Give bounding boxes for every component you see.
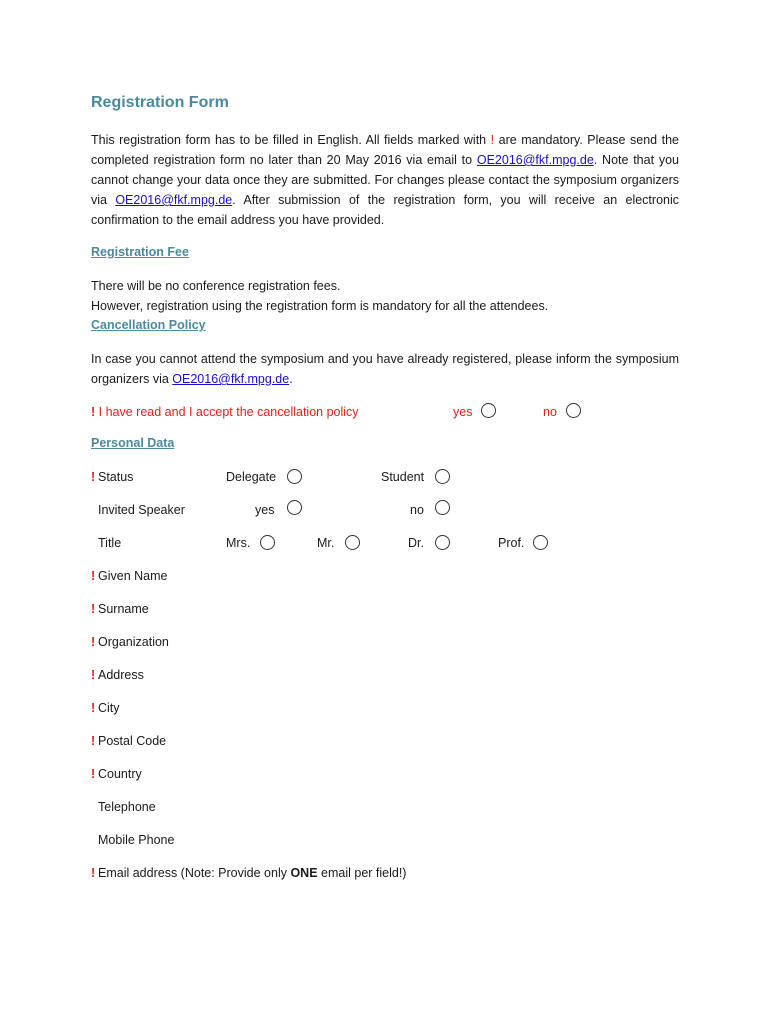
invited-no-label: no [410, 503, 424, 517]
title-mr-radio[interactable] [345, 535, 360, 550]
mobile-phone-label: Mobile Phone [98, 833, 175, 847]
intro-text-2: are mandatory. Please send the completed registration form no later than 20 May 2016 via email to [91, 133, 679, 167]
given-name-input[interactable] [230, 566, 680, 586]
accept-yes-radio[interactable] [481, 403, 496, 418]
cancellation-paragraph [91, 349, 679, 389]
email-label-bold: ONE [290, 866, 318, 880]
organization-label: Organization [98, 635, 169, 649]
given-name-label: Given Name [98, 569, 168, 583]
surname-required-mark: ! [91, 602, 96, 616]
address-input[interactable] [230, 665, 680, 685]
title-mrs-label: Mrs. [226, 536, 251, 550]
email-address-label [98, 863, 406, 883]
title-mrs-radio[interactable] [260, 535, 275, 550]
status-student-radio[interactable] [435, 469, 450, 484]
status-delegate-label: Delegate [226, 470, 277, 484]
title-mr-label: Mr. [317, 536, 335, 550]
surname-input[interactable] [230, 599, 680, 619]
accept-yes-label: yes [453, 405, 473, 419]
postal-code-label: Postal Code [98, 734, 167, 748]
postal-code-required-mark: ! [91, 734, 96, 748]
invited-yes-label: yes [255, 503, 275, 517]
personal-data-heading: Personal Data [91, 436, 175, 450]
city-input[interactable] [230, 698, 680, 718]
surname-label: Surname [98, 602, 149, 616]
address-label: Address [98, 668, 144, 682]
organization-required-mark: ! [91, 635, 96, 649]
title-prof-label: Prof. [498, 536, 525, 550]
invited-yes-radio[interactable] [287, 500, 302, 515]
address-required-mark: ! [91, 668, 96, 682]
intro-text-4: . After submission of the registration form, you will receive an electronic confirmation to the email address you have provided. [91, 193, 679, 227]
cancellation-policy-heading: Cancellation Policy [91, 318, 206, 332]
status-label: Status [98, 470, 134, 484]
cancellation-end: . [289, 372, 293, 386]
email-link-3[interactable]: OE2016@fkf.mpg.de [172, 372, 290, 386]
accept-text: I have read and I accept the cancellation policy [95, 405, 359, 419]
mandatory-mark: ! [490, 133, 495, 147]
accept-no-radio[interactable] [566, 403, 581, 418]
intro-paragraph [91, 130, 679, 230]
title-dr-radio[interactable] [435, 535, 450, 550]
accept-mark: ! [91, 405, 96, 419]
telephone-input[interactable] [230, 797, 680, 817]
accept-no-label: no [543, 405, 557, 419]
country-input[interactable] [230, 764, 680, 784]
organization-input[interactable] [230, 632, 680, 652]
email-label-end: email per field!) [317, 866, 407, 880]
title-dr-label: Dr. [408, 536, 424, 550]
city-required-mark: ! [91, 701, 96, 715]
country-label: Country [98, 767, 142, 781]
page-title: Registration Form [91, 94, 229, 111]
given-name-required-mark: ! [91, 569, 96, 583]
email-link-2[interactable]: OE2016@fkf.mpg.de [115, 193, 233, 207]
title-prof-radio[interactable] [533, 535, 548, 550]
status-delegate-radio[interactable] [287, 469, 302, 484]
status-student-label: Student [381, 470, 425, 484]
fee-line-2: However, registration using the registration form is mandatory for all the attendees. [91, 299, 549, 313]
fee-line-1: There will be no conference registration fees. [91, 279, 341, 293]
registration-fee-heading: Registration Fee [91, 245, 189, 259]
cancellation-text: In case you cannot attend the symposium and you have already registered, please inform the symposium organizers via [91, 352, 679, 386]
mobile-phone-input[interactable] [230, 830, 680, 850]
status-required-mark: ! [91, 470, 96, 484]
title-label: Title [98, 536, 122, 550]
postal-code-input[interactable] [230, 731, 680, 751]
intro-text-3: . Note that you cannot change your data once they are submitted. For changes please contact the symposium organizers via [91, 153, 679, 207]
accept-policy-label [91, 402, 359, 422]
email-required-mark: ! [91, 866, 96, 880]
email-label-start: Email address (Note: Provide only [98, 866, 291, 880]
city-label: City [98, 701, 120, 715]
intro-text-1: This registration form has to be filled in English. All fields marked with [91, 133, 491, 147]
email-link-1[interactable]: OE2016@fkf.mpg.de [476, 153, 594, 167]
invited-no-radio[interactable] [435, 500, 450, 515]
telephone-label: Telephone [98, 800, 156, 814]
country-required-mark: ! [91, 767, 96, 781]
invited-speaker-label: Invited Speaker [98, 503, 185, 517]
